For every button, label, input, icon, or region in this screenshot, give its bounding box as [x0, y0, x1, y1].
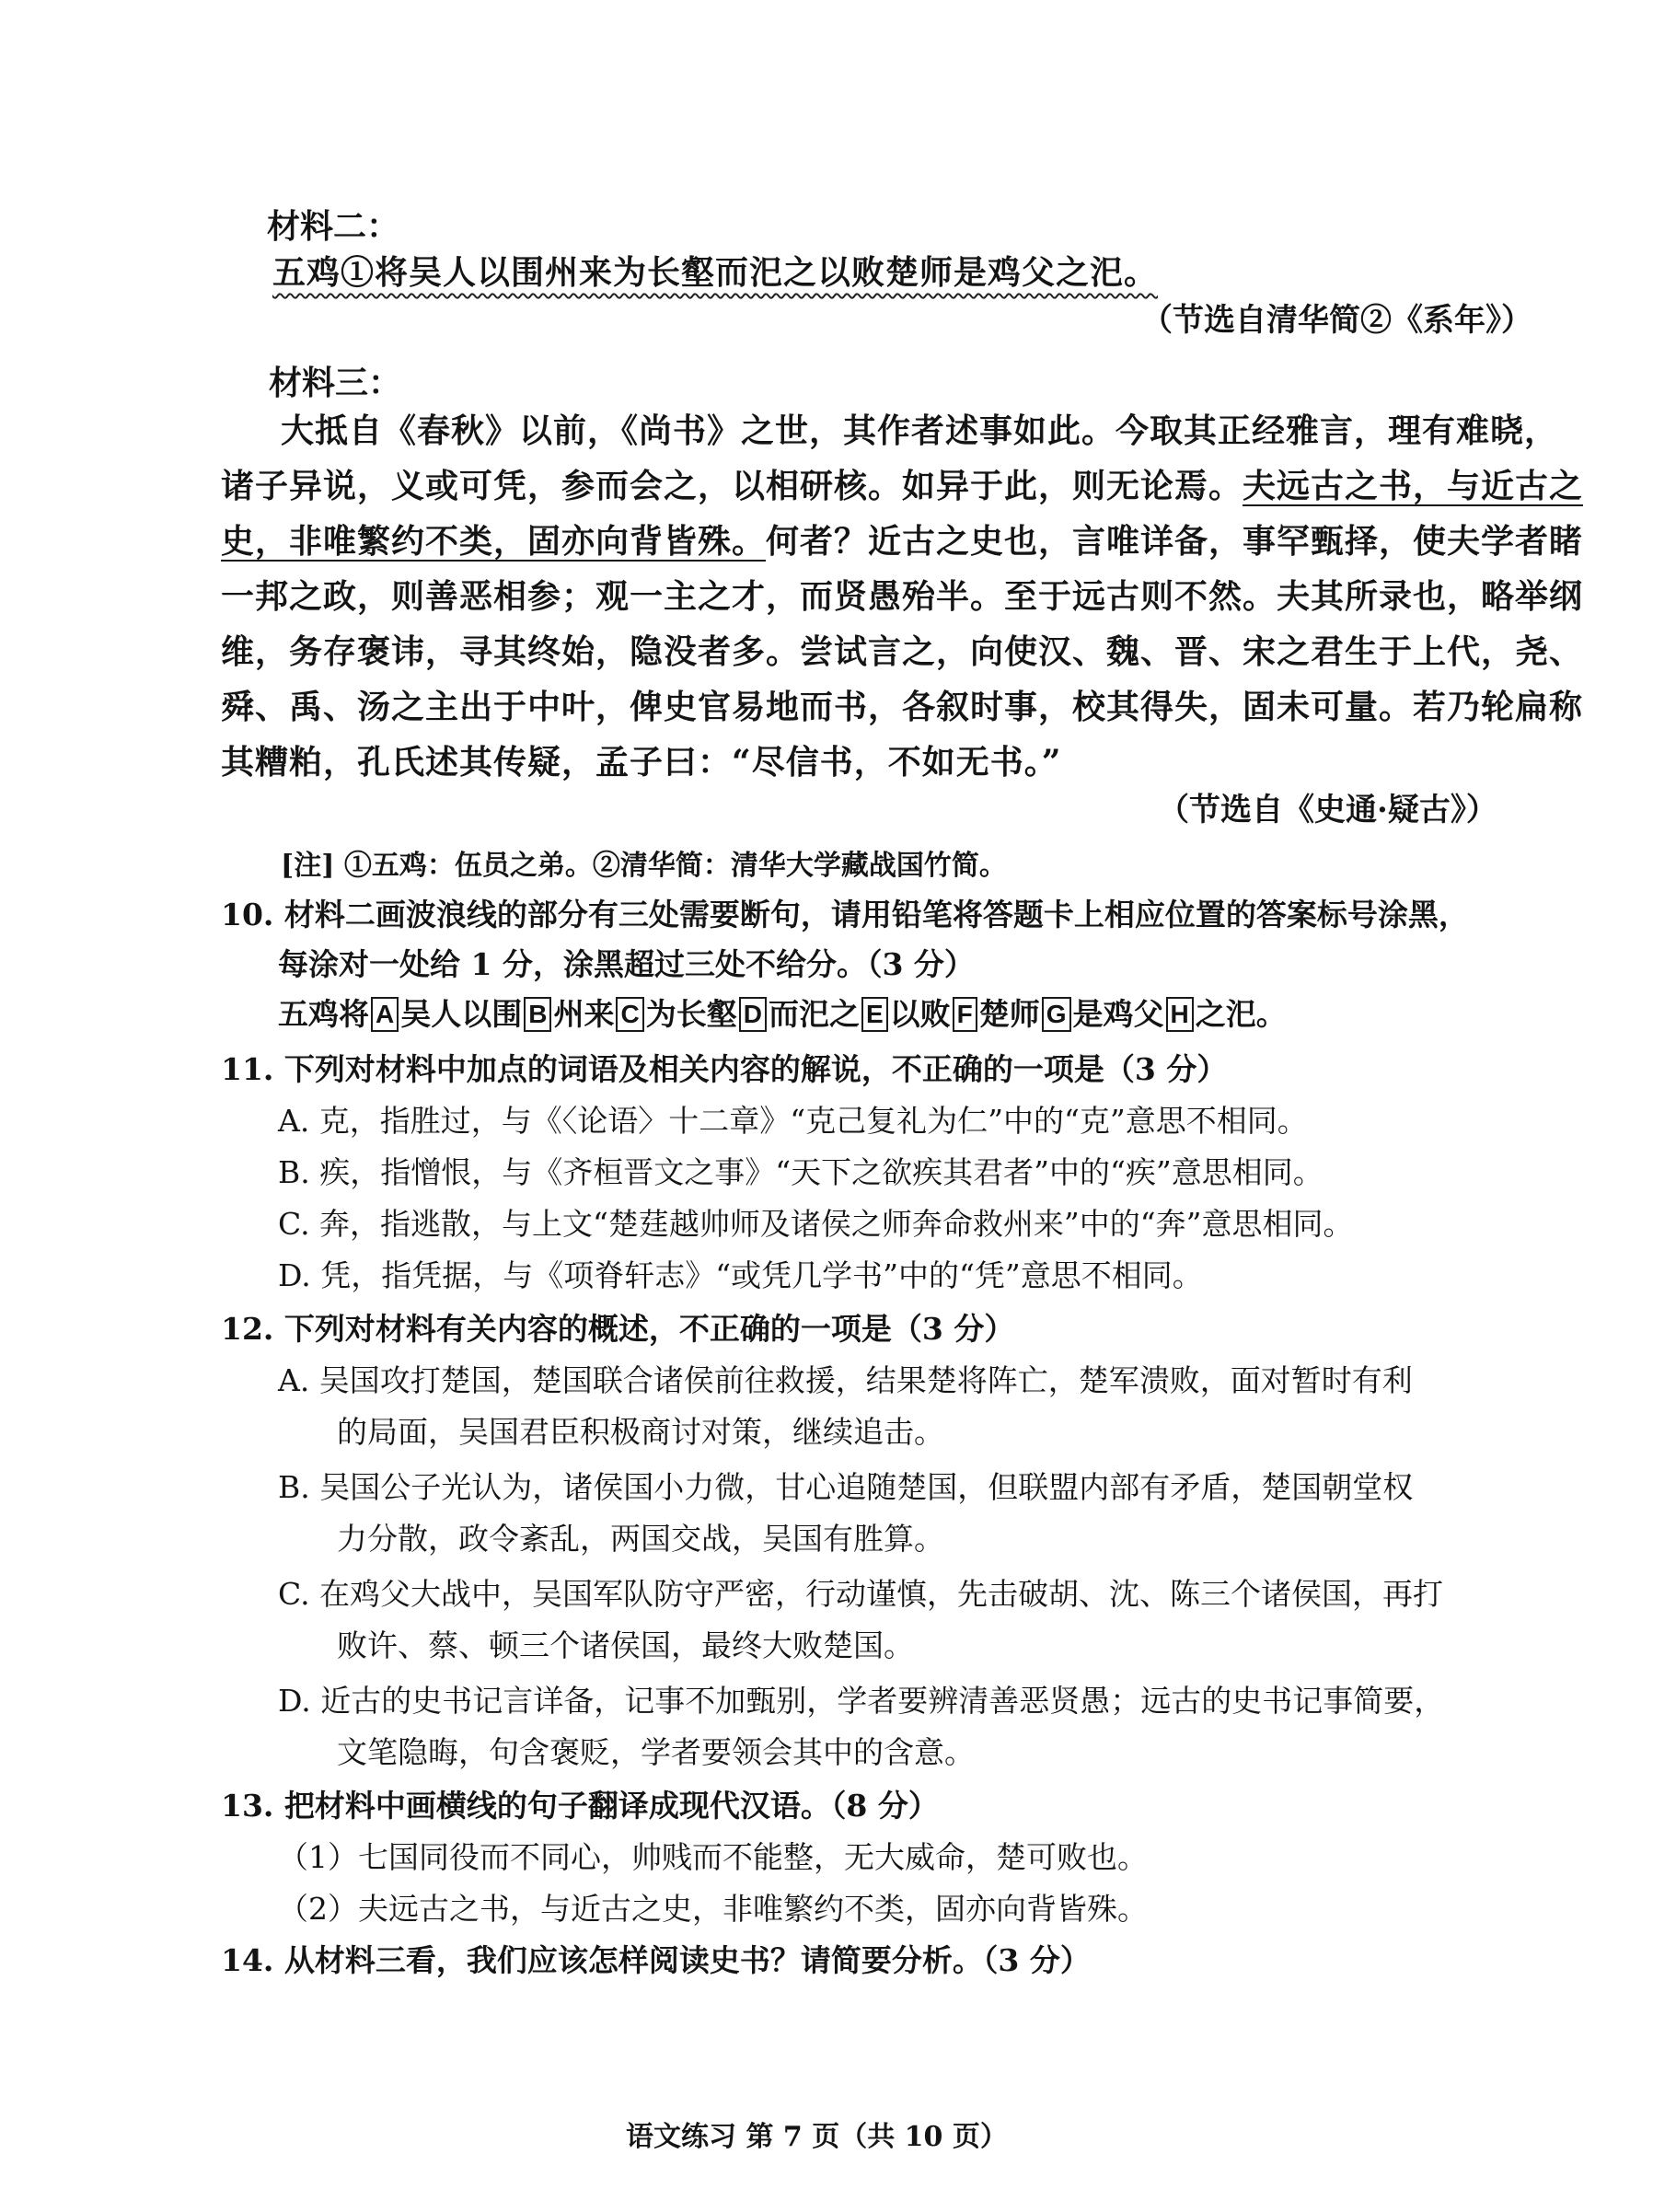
q10-seg-4: 而汜之 — [768, 996, 860, 1032]
q12-option-b-line1[interactable]: B. 吴国公子光认为，诸侯国小力微，甘心追随楚国，但联盟内部有矛盾，楚国朝堂权 — [278, 1469, 1414, 1505]
q10-seg-7: 是鸡父 — [1072, 996, 1164, 1032]
q12-option-d-line1[interactable]: D. 近古的史书记言详备，记事不加甄别，学者要辨清善恶贤愚；远古的史书记事简要， — [278, 1683, 1445, 1719]
q13-item-1: （1）七国同役而不同心，帅贱而不能整，无大威命，楚可败也。 — [278, 1839, 1148, 1875]
q10-box-c[interactable]: C — [616, 997, 643, 1032]
q10-seg-2: 州来 — [553, 996, 615, 1032]
q10-box-g[interactable]: G — [1042, 997, 1071, 1032]
q12-option-a-line1[interactable]: A. 吴国攻打楚国，楚国联合诸侯前往救援，结果楚将阵亡，楚军溃败，面对暂时有利 — [278, 1362, 1413, 1398]
q10-seg-6: 楚师 — [978, 996, 1040, 1032]
q10-box-h[interactable]: H — [1166, 997, 1194, 1032]
material3-source: （节选自《史通·疑古》） — [1158, 792, 1497, 828]
material3-label: 材料三： — [269, 364, 402, 402]
q10-seg-3: 为长壑 — [645, 996, 737, 1032]
material3-line-2-text: 诸子异说，义或可凭，参而会之，以相研核。如异于此，则无论焉。 — [221, 467, 1243, 505]
q10-box-a[interactable]: A — [371, 997, 399, 1032]
q11-option-c[interactable]: C. 奔，指逃散，与上文“楚莛越帅师及诸侯之师奔命救州来”中的“奔”意思相同。 — [278, 1206, 1354, 1242]
q10-box-e[interactable]: E — [861, 997, 888, 1032]
q12-option-c-line1[interactable]: C. 在鸡父大战中，吴国军队防守严密，行动谨慎，先击破胡、沈、陈三个诸侯国，再打 — [278, 1576, 1444, 1612]
material3-line-3-rest: 何者？近古之史也，言唯详备，事罕甄择，使夫学者睹 — [766, 522, 1584, 561]
q10-answer-sentence — [278, 990, 1287, 1034]
material3-line-1: 大抵自《春秋》以前，《尚书》之世，其作者述事如此。今取其正经雅言，理有难晓， — [281, 411, 1559, 450]
q10-box-d[interactable]: D — [739, 997, 767, 1032]
q10-seg-8: 之汜。 — [1195, 996, 1287, 1032]
material2-text: 五鸡①将吴人以围州来为长壑而汜之以败楚师是鸡父之汜。 — [272, 253, 1159, 292]
q12-option-c-line2[interactable]: 败许、蔡、顿三个诸侯国，最终大败楚国。 — [337, 1627, 914, 1663]
q12-option-d-line2[interactable]: 文笔隐晦，句含褒贬，学者要领会其中的含意。 — [337, 1734, 975, 1770]
material3-line-2 — [221, 460, 1583, 507]
material3-line-3 — [221, 515, 1583, 562]
q14-stem: 14. 从材料三看，我们应该怎样阅读史书？请简要分析。（3 分） — [221, 1942, 1091, 1978]
q11-option-a[interactable]: A. 克，指胜过，与《〈论语〉十二章》“克己复礼为仁”中的“克”意思不相同。 — [278, 1103, 1308, 1139]
material3-line-5: 维，务存褒讳，寻其终始，隐没者多。尝试言之，向使汉、魏、晋、宋之君生于上代，尧、 — [221, 632, 1584, 671]
q10-box-f[interactable]: F — [953, 997, 977, 1032]
q11-option-d[interactable]: D. 凭，指凭据，与《项脊轩志》“或凭几学书”中的“凭”意思不相同。 — [278, 1257, 1203, 1293]
q11-stem: 11. 下列对材料中加点的词语及相关内容的解说，不正确的一项是（3 分） — [221, 1051, 1228, 1087]
q10-stem-line1: 10. 材料二画波浪线的部分有三处需要断句，请用铅笔将答题卡上相应位置的答案标号涂黑， — [221, 897, 1469, 932]
q12-option-b-line2[interactable]: 力分散，政令紊乱，两国交战，吴国有胜算。 — [337, 1521, 944, 1557]
material3-underlined-sentence-part2: 史，非唯繁约不类，固亦向背皆殊。 — [221, 522, 767, 561]
material3-line-4: 一邦之政，则善恶相参；观一主之才，而贤愚殆半。至于远古则不然。夫其所录也，略举纲 — [221, 577, 1584, 616]
material2-label: 材料二： — [267, 207, 400, 246]
q10-seg-5: 以败 — [889, 996, 951, 1032]
material3-underlined-sentence-part1: 夫远古之书，与近古之 — [1243, 467, 1584, 505]
material2-source: （节选自清华简②《系年》） — [1141, 302, 1532, 339]
q10-stem-line2: 每涂对一处给 1 分，涂黑超过三处不给分。（3 分） — [278, 946, 975, 982]
material3-line-6: 舜、禹、汤之主出于中叶，俾史官易地而书，各叙时事，校其得失，固未可量。若乃轮扁称 — [221, 688, 1584, 726]
material3-line-7: 其糟粕，孔氏述其传疑，孟子曰：“尽信书，不如无书。” — [221, 743, 1062, 782]
q10-seg-0: 五鸡将 — [278, 996, 369, 1032]
q12-stem: 12. 下列对材料有关内容的概述，不正确的一项是（3 分） — [221, 1311, 1015, 1347]
q10-box-b[interactable]: B — [524, 997, 551, 1032]
q10-seg-1: 吴人以围 — [400, 996, 523, 1032]
q13-item-2: （2）夫远古之书，与近古之史，非唯繁约不类，固亦向背皆殊。 — [278, 1891, 1148, 1927]
q12-option-a-line2[interactable]: 的局面，吴国君臣积极商讨对策，继续追击。 — [337, 1414, 944, 1450]
annotation-note: [注] ①五鸡：伍员之弟。②清华简：清华大学藏战国竹简。 — [281, 850, 1007, 882]
q13-stem: 13. 把材料中画横线的句子翻译成现代汉语。（8 分） — [221, 1788, 939, 1824]
page-footer: 语文练习 第 7 页（共 10 页） — [626, 2121, 1008, 2153]
q11-option-b[interactable]: B. 疾，指憎恨，与《齐桓晋文之事》“天下之欲疾其君者”中的“疾”意思相同。 — [278, 1154, 1324, 1190]
